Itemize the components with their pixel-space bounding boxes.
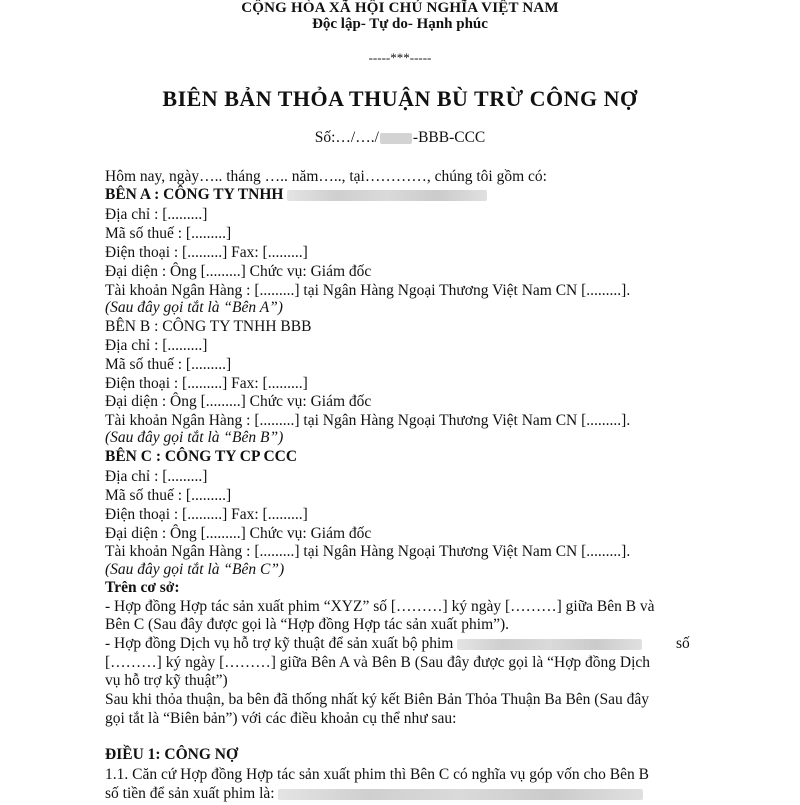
intro-line: Hôm nay, ngày….. tháng ….. năm….., tại…………, chúng tôi gồm có: bbox=[105, 168, 547, 185]
party-c-address: Địa chỉ : [.........] bbox=[105, 468, 208, 485]
article1-heading: ĐIỀU 1: CÔNG NỢ bbox=[105, 746, 239, 763]
party-a-heading-text: BÊN A : CÔNG TY TNHH bbox=[105, 186, 284, 203]
party-c-representative: Đại diện : Ông [.........] Chức vụ: Giám đốc bbox=[105, 525, 372, 542]
document-number-prefix: Số:…/…./ bbox=[314, 129, 379, 146]
article1-line2 bbox=[105, 785, 643, 803]
document-number-suffix: -BBB-CCC bbox=[412, 129, 486, 146]
party-b-address: Địa chỉ : [.........] bbox=[105, 337, 208, 354]
party-b-phone: Điện thoại : [.........] Fax: [.........] bbox=[105, 375, 308, 392]
separator: -----***----- bbox=[368, 50, 432, 65]
party-a-bank: Tài khoản Ngân Hàng : [.........] tại Ngân Hàng Ngoại Thương Việt Nam CN [.........]. bbox=[105, 282, 631, 299]
basis-heading: Trên cơ sở: bbox=[105, 579, 180, 596]
article1-line2-text: số tiền để sản xuất phim là: bbox=[105, 785, 275, 802]
basis-item2-line1-end: số bbox=[676, 635, 690, 652]
party-c-tax-code: Mã số thuế : [.........] bbox=[105, 487, 232, 504]
redacted-block bbox=[380, 133, 412, 144]
party-a-heading bbox=[105, 186, 487, 204]
redacted-block bbox=[278, 789, 643, 800]
party-b-representative: Đại diện : Ông [.........] Chức vụ: Giám đốc bbox=[105, 393, 372, 410]
article1-line1: 1.1. Căn cứ Hợp đồng Hợp tác sản xuất phim thì Bên C có nghĩa vụ góp vốn cho Bên B bbox=[105, 766, 649, 783]
basis-item1-line2: Bên C (Sau đây được gọi là “Hợp đồng Hợp tác sản xuất phim”). bbox=[105, 616, 510, 633]
basis-item2-line2: [………] ký ngày [………] giữa Bên A và Bên B (Sau đây được gọi là “Hợp đồng Dịch bbox=[105, 654, 651, 671]
party-a-address: Địa chỉ : [.........] bbox=[105, 206, 208, 223]
agreement-line2: gọi tắt là “Biên bản”) với các điều khoản cụ thể như sau: bbox=[105, 710, 457, 727]
document-number bbox=[0, 129, 800, 147]
basis-item2-line1 bbox=[105, 635, 642, 653]
party-c-alias: (Sau đây gọi tắt là “Bên C”) bbox=[105, 561, 285, 578]
redacted-block bbox=[457, 639, 642, 650]
party-b-bank: Tài khoản Ngân Hàng : [.........] tại Ngân Hàng Ngoại Thương Việt Nam CN [.........]. bbox=[105, 412, 631, 429]
party-b-tax-code: Mã số thuế : [.........] bbox=[105, 356, 232, 373]
basis-item1-line1: - Hợp đồng Hợp tác sản xuất phim “XYZ” số [………] ký ngày [………] giữa Bên B và bbox=[105, 598, 655, 615]
document-title: BIÊN BẢN THỎA THUẬN BÙ TRỪ CÔNG NỢ bbox=[162, 86, 638, 111]
party-c-phone: Điện thoại : [.........] Fax: [.........] bbox=[105, 506, 308, 523]
party-b-heading: BÊN B : CÔNG TY TNHH BBB bbox=[105, 318, 312, 335]
redacted-block bbox=[287, 190, 487, 201]
party-b-alias: (Sau đây gọi tắt là “Bên B”) bbox=[105, 429, 284, 446]
party-a-tax-code: Mã số thuế : [.........] bbox=[105, 225, 232, 242]
agreement-line1: Sau khi thỏa thuận, ba bên đã thống nhất ký kết Biên Bản Thỏa Thuận Ba Bên (Sau đây bbox=[105, 691, 649, 708]
party-c-heading: BÊN C : CÔNG TY CP CCC bbox=[105, 448, 298, 465]
motto: Độc lập- Tự do- Hạnh phúc bbox=[312, 16, 488, 32]
basis-item2-line3: vụ hỗ trợ kỹ thuật”) bbox=[105, 672, 228, 689]
party-c-bank: Tài khoản Ngân Hàng : [.........] tại Ngân Hàng Ngoại Thương Việt Nam CN [.........]. bbox=[105, 543, 631, 560]
party-a-alias: (Sau đây gọi tắt là “Bên A”) bbox=[105, 299, 283, 316]
basis-item2-line1-start: - Hợp đồng Dịch vụ hỗ trợ kỹ thuật để sản xuất bộ phim bbox=[105, 635, 454, 652]
national-title: CỘNG HÒA XÃ HỘI CHỦ NGHĨA VIỆT NAM bbox=[241, 0, 559, 16]
party-a-representative: Đại diện : Ông [.........] Chức vụ: Giám đốc bbox=[105, 263, 372, 280]
party-a-phone: Điện thoại : [.........] Fax: [.........] bbox=[105, 244, 308, 261]
